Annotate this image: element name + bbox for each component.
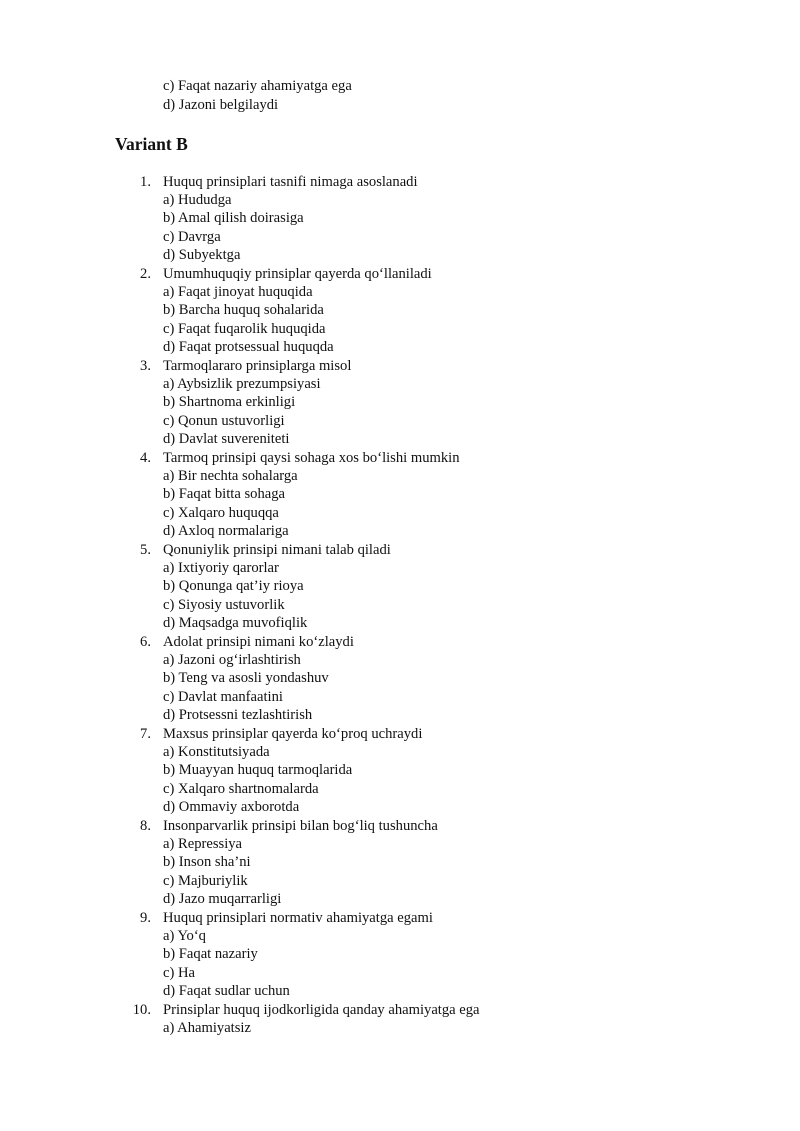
answer-option: c) Faqat fuqarolik huquqida: [163, 320, 326, 337]
answer-option: d) Faqat sudlar uchun: [163, 983, 290, 1000]
answer-option: d) Protsessni tezlashtirish: [163, 707, 313, 724]
question-text: Adolat prinsipi nimani ko‘zlaydi: [163, 633, 354, 650]
question-number: 5.: [140, 541, 151, 558]
answer-option: b) Barcha huquq sohalarida: [163, 302, 324, 319]
answer-option: d) Ommaviy axborotda: [163, 799, 300, 816]
answer-option: b) Faqat nazariy: [163, 946, 258, 963]
question-text: Tarmoqlararo prinsiplarga misol: [163, 357, 352, 374]
question-text: Tarmoq prinsipi qaysi sohaga xos bo‘lishi mumkin: [163, 449, 460, 466]
answer-option: c) Davlat manfaatini: [163, 688, 283, 705]
question-text: Insonparvarlik prinsipi bilan bog‘liq tushuncha: [163, 817, 438, 834]
answer-option: a) Faqat jinoyat huquqida: [163, 283, 313, 300]
answer-option: d) Jazo muqarrarligi: [163, 891, 282, 908]
answer-option: c) Xalqaro huquqqa: [163, 504, 279, 521]
question-number: 2.: [140, 265, 151, 282]
question-number: 10.: [132, 1001, 151, 1018]
answer-option: c) Davrga: [163, 228, 221, 245]
question-text: Huquq prinsiplari normativ ahamiyatga egami: [163, 909, 433, 926]
question-number: 3.: [140, 357, 151, 374]
question-number: 1.: [140, 173, 151, 190]
answer-option: b) Faqat bitta sohaga: [163, 486, 285, 503]
question-text: Qonuniylik prinsipi nimani talab qiladi: [163, 541, 391, 558]
question-text: Prinsiplar huquq ijodkorligida qanday ahamiyatga ega: [163, 1001, 480, 1018]
answer-option: a) Aybsizlik prezumpsiyasi: [163, 375, 321, 392]
answer-option: d) Davlat suvereniteti: [163, 431, 290, 448]
answer-option: a) Jazoni og‘irlashtirish: [163, 651, 301, 668]
question-number: 7.: [140, 725, 151, 742]
answer-option: d) Subyektga: [163, 247, 241, 264]
question-number: 9.: [140, 909, 151, 926]
answer-option: d) Axloq normalariga: [163, 523, 289, 540]
answer-option: b) Teng va asosli yondashuv: [163, 670, 329, 687]
answer-option: a) Repressiya: [163, 835, 243, 852]
question-number: 4.: [140, 449, 151, 466]
answer-option: b) Shartnoma erkinligi: [163, 394, 296, 411]
answer-option: d) Maqsadga muvofiqlik: [163, 615, 308, 632]
question-text: Umumhuquqiy prinsiplar qayerda qo‘llaniladi: [163, 265, 432, 282]
answer-option: a) Bir nechta sohalarga: [163, 467, 298, 484]
answer-option: b) Muayyan huquq tarmoqlarida: [163, 762, 353, 779]
carry-over-option: c) Faqat nazariy ahamiyatga ega: [163, 78, 352, 94]
answer-option: a) Konstitutsiyada: [163, 743, 270, 760]
question-number: 6.: [140, 633, 151, 650]
section-title: Variant B: [115, 134, 188, 154]
answer-option: c) Xalqaro shartnomalarda: [163, 780, 319, 797]
answer-option: b) Inson sha’ni: [163, 854, 251, 871]
answer-option: b) Amal qilish doirasiga: [163, 210, 304, 227]
answer-option: a) Hududga: [163, 191, 232, 208]
question-number: 8.: [140, 817, 151, 834]
answer-option: a) Ahamiyatsiz: [163, 1019, 251, 1036]
answer-option: d) Faqat protsessual huquqda: [163, 339, 334, 356]
carry-over-option: d) Jazoni belgilaydi: [163, 96, 279, 113]
answer-option: a) Ixtiyoriy qarorlar: [163, 559, 279, 576]
answer-option: c) Majburiylik: [163, 872, 248, 889]
answer-option: c) Qonun ustuvorligi: [163, 412, 285, 429]
question-text: Huquq prinsiplari tasnifi nimaga asoslanadi: [163, 173, 418, 190]
answer-option: a) Yo‘q: [163, 927, 206, 944]
answer-option: c) Siyosiy ustuvorlik: [163, 596, 285, 613]
answer-option: b) Qonunga qat’iy rioya: [163, 578, 304, 595]
question-text: Maxsus prinsiplar qayerda ko‘proq uchraydi: [163, 725, 423, 742]
answer-option: c) Ha: [163, 964, 196, 981]
